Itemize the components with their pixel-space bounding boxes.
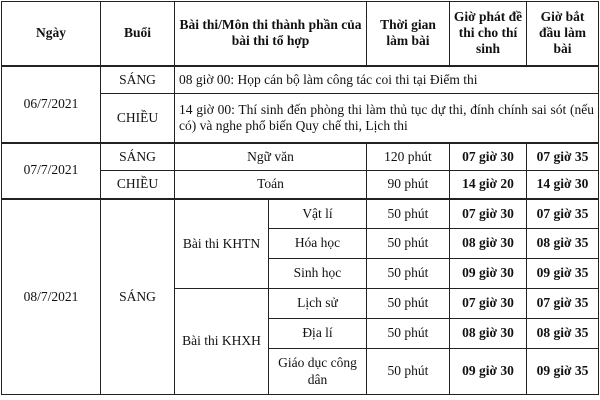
chemistry-distribute-time: 08 giờ 30	[450, 229, 527, 259]
physics-distribute-time: 07 giờ 30	[450, 199, 527, 229]
subject-civic-education: Giáo dục công dân	[269, 349, 367, 395]
day2-date: 07/7/2021	[2, 143, 101, 199]
day1-morning-row	[2, 66, 599, 94]
subject-biology: Sinh học	[269, 259, 367, 289]
day3-session-label: SÁNG	[101, 199, 175, 395]
day3-date: 08/7/2021	[2, 199, 101, 395]
header-subject: Bài thi/Môn thi thành phần của bài thi tổ hợp	[175, 2, 367, 66]
subject-history: Lịch sử	[269, 289, 367, 319]
exam-schedule-table	[1, 1, 599, 395]
header-start-time: Giờ bắt đầu làm bài	[527, 2, 599, 66]
civic-education-distribute-time: 09 giờ 30	[450, 349, 527, 395]
physics-start-time: 07 giờ 35	[527, 199, 599, 229]
subject-geography: Địa lí	[269, 319, 367, 349]
subject-physics: Vật lí	[269, 199, 367, 229]
biology-duration: 50 phút	[367, 259, 450, 289]
header-duration: Thời gian làm bài	[367, 2, 450, 66]
math-duration: 90 phút	[367, 171, 450, 199]
history-start-time: 07 giờ 35	[527, 289, 599, 319]
civic-education-start-time: 09 giờ 35	[527, 349, 599, 395]
literature-distribute-time: 07 giờ 30	[450, 143, 527, 171]
literature-start-time: 07 giờ 35	[527, 143, 599, 171]
geography-duration: 50 phút	[367, 319, 450, 349]
day1-morning-label: SÁNG	[101, 66, 175, 94]
day1-afternoon-text: 14 giờ 00: Thí sinh đến phòng thi làm thủ tục dự thi, đính chính sai sót (nếu có) và nghe phổ biến Quy chế thi, Lịch thi	[175, 94, 599, 143]
subject-literature: Ngữ văn	[175, 143, 367, 171]
day2-afternoon-label: CHIỀU	[101, 171, 175, 199]
subject-math: Toán	[175, 171, 367, 199]
history-distribute-time: 07 giờ 30	[450, 289, 527, 319]
biology-distribute-time: 09 giờ 30	[450, 259, 527, 289]
header-session: Buổi	[101, 2, 175, 66]
day1-date: 06/7/2021	[2, 66, 101, 143]
khtn-label: Bài thi KHTN	[175, 199, 269, 289]
header-row	[2, 2, 599, 66]
geography-distribute-time: 08 giờ 30	[450, 319, 527, 349]
history-duration: 50 phút	[367, 289, 450, 319]
header-distribute-time: Giờ phát đề thi cho thí sinh	[450, 2, 527, 66]
subject-chemistry: Hóa học	[269, 229, 367, 259]
literature-duration: 120 phút	[367, 143, 450, 171]
biology-start-time: 09 giờ 35	[527, 259, 599, 289]
day1-morning-text: 08 giờ 00: Họp cán bộ làm công tác coi thi tại Điểm thi	[175, 66, 599, 94]
day2-morning-row	[2, 143, 599, 171]
day2-morning-label: SÁNG	[101, 143, 175, 171]
physics-duration: 50 phút	[367, 199, 450, 229]
khxh-label: Bài thi KHXH	[175, 289, 269, 395]
math-distribute-time: 14 giờ 20	[450, 171, 527, 199]
header-date: Ngày	[2, 2, 101, 66]
khtn-row	[2, 199, 599, 229]
geography-start-time: 08 giờ 35	[527, 319, 599, 349]
day1-afternoon-label: CHIỀU	[101, 94, 175, 143]
chemistry-duration: 50 phút	[367, 229, 450, 259]
civic-education-duration: 50 phút	[367, 349, 450, 395]
math-start-time: 14 giờ 30	[527, 171, 599, 199]
chemistry-start-time: 08 giờ 35	[527, 229, 599, 259]
